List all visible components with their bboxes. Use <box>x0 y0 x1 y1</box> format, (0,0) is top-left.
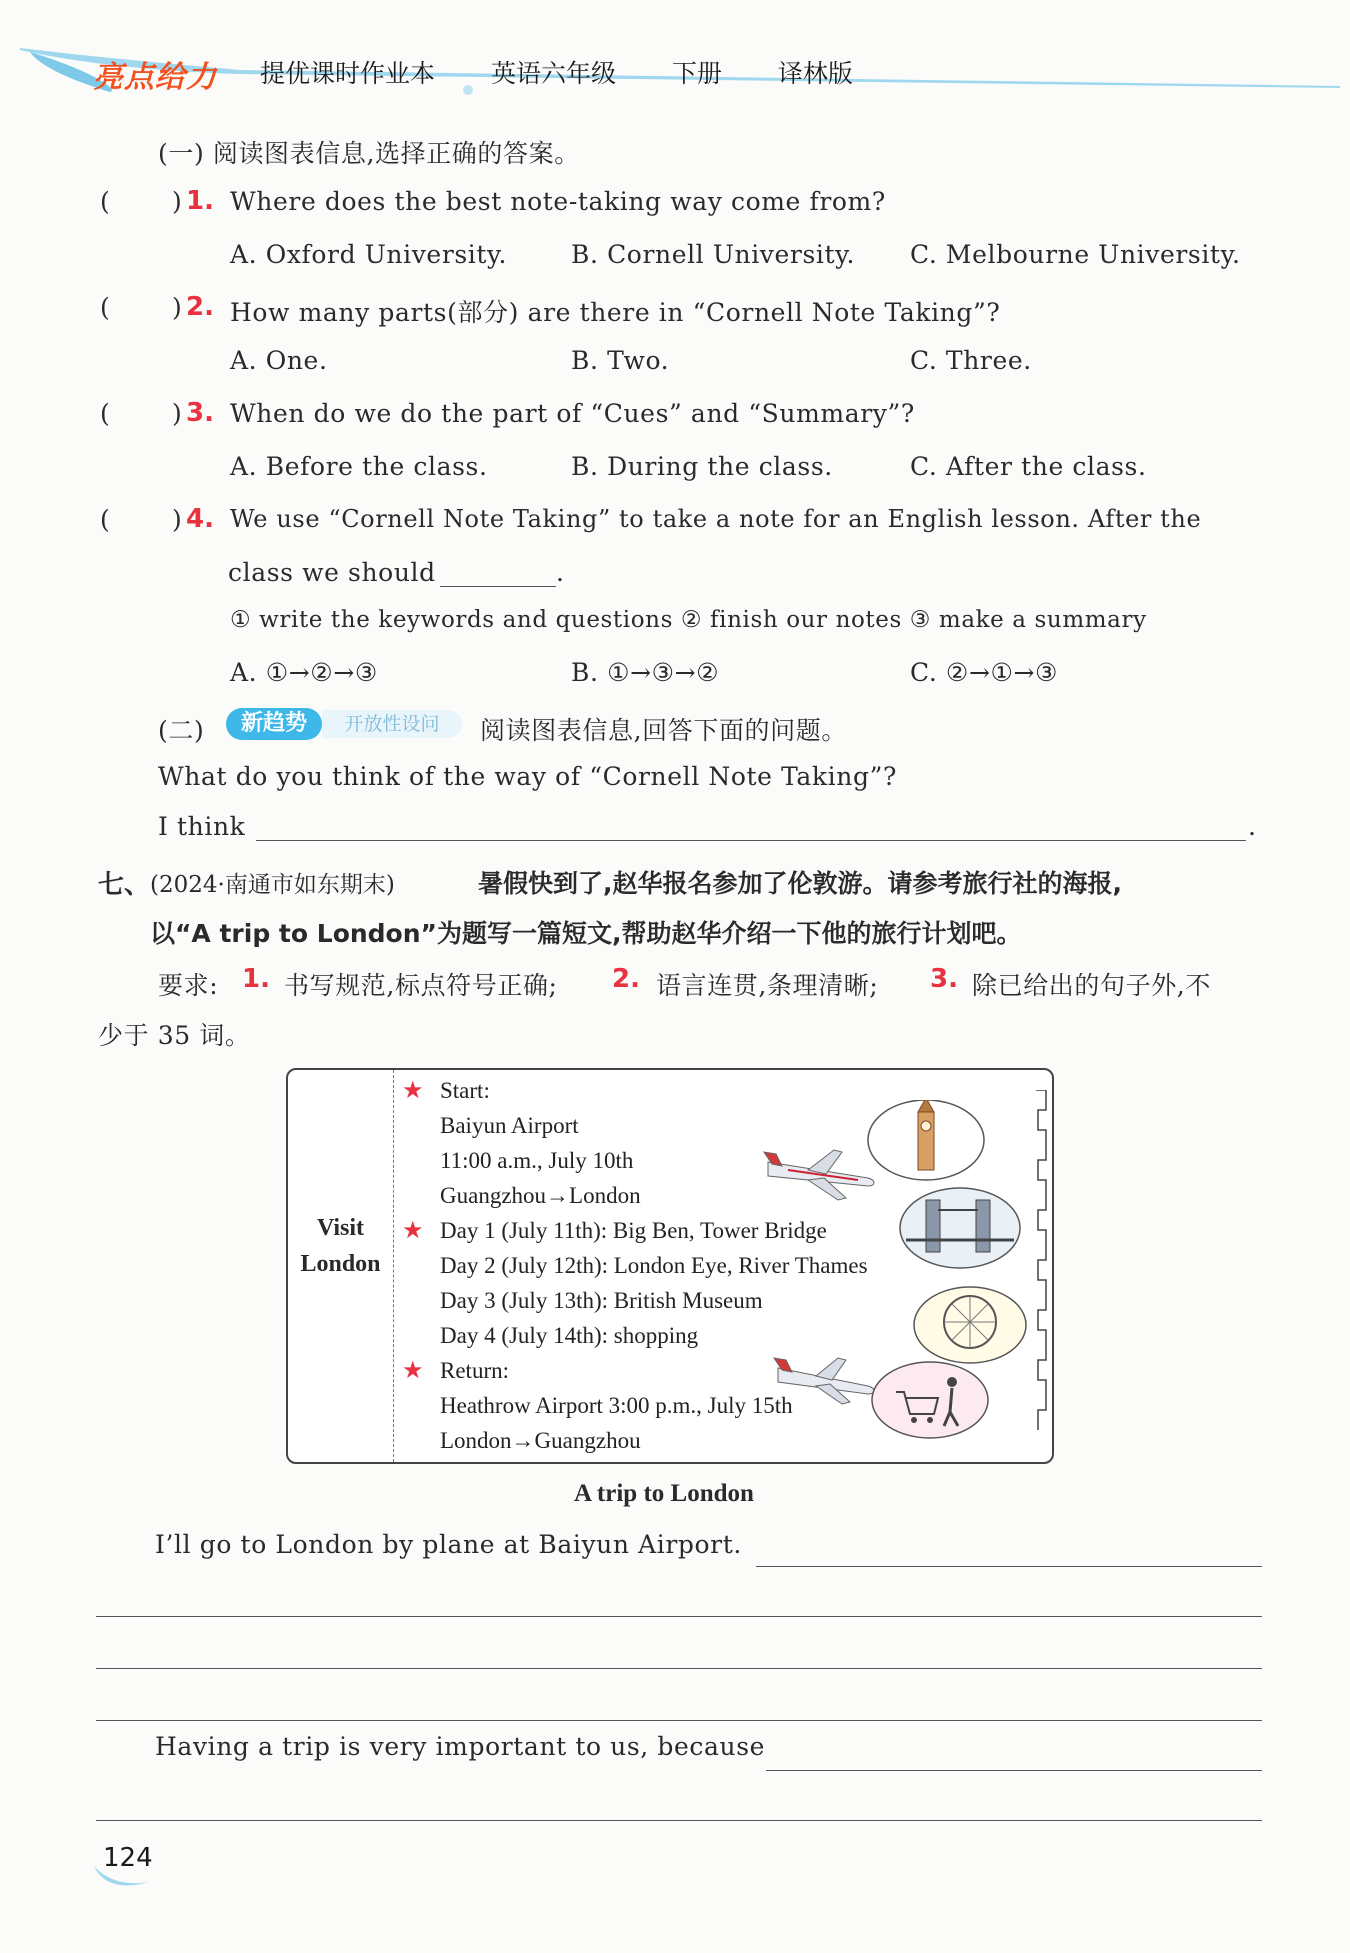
req2-text: 语言连贯,条理清晰; <box>656 971 879 1000</box>
poster-line: Baiyun Airport <box>440 1113 579 1138</box>
q3-option-c[interactable]: C. After the class. <box>910 452 1147 481</box>
q2-option-a[interactable]: A. One. <box>230 346 328 375</box>
req3-number: 3. <box>930 964 958 994</box>
london-eye-icon <box>914 1287 1026 1363</box>
poster-title-visit: Visit <box>316 1215 365 1241</box>
poster-divider <box>393 1070 394 1462</box>
q4-option-a[interactable]: A. ①→②→③ <box>230 658 378 687</box>
q4-text-line2: class we should <box>228 558 436 587</box>
travel-poster <box>286 1068 1054 1464</box>
new-trend-badge: 新趋势 <box>226 708 322 740</box>
poster-line: Day 3 (July 13th): British Museum <box>440 1288 763 1313</box>
writing-line[interactable] <box>96 1720 1262 1721</box>
q4-blank[interactable] <box>440 586 556 587</box>
q1-paren: ( <box>100 187 111 216</box>
q2-option-c[interactable]: C. Three. <box>910 346 1032 375</box>
q4-option-c[interactable]: C. ②→①→③ <box>910 658 1059 687</box>
edition-name: 译林版 <box>777 59 853 88</box>
q4-option-b[interactable]: B. ①→③→② <box>571 658 720 687</box>
req-label: 要求: <box>158 971 219 1000</box>
part2-heading: 阅读图表信息,回答下面的问题。 <box>480 716 847 745</box>
poster-line: Guangzhou→London <box>440 1183 641 1208</box>
q1-text: Where does the best note-taking way come from? <box>230 187 886 216</box>
part7-line1: 暑假快到了,赵华报名参加了伦敦游。请参考旅行社的海报, <box>478 869 1122 898</box>
part7-line2: 以“A trip to London”为题写一篇短文,帮助赵华介绍一下他的旅行计划吧。 <box>150 919 1022 948</box>
star-icon: ★ <box>402 1076 424 1104</box>
req-line2: 少于 35 词。 <box>98 1021 251 1050</box>
writing-line[interactable] <box>756 1566 1262 1567</box>
shopping-cart-icon <box>872 1362 988 1438</box>
airplane-icon <box>774 1358 874 1404</box>
poster-line: Return: <box>440 1358 509 1383</box>
poster-notch-edge <box>1036 1090 1052 1440</box>
writing-line[interactable] <box>96 1668 1262 1669</box>
q1-option-c[interactable]: C. Melbourne University. <box>910 240 1241 269</box>
part1-heading: (一) 阅读图表信息,选择正确的答案。 <box>158 139 580 168</box>
series-name: 提优课时作业本 <box>260 59 436 88</box>
part2-answer-end: . <box>1248 812 1257 841</box>
q1-option-a[interactable]: A. Oxford University. <box>230 240 508 269</box>
q2-text: How many parts(部分) are there in “Cornell Note Taking”? <box>230 298 1001 327</box>
q4-number: 4. <box>186 504 214 534</box>
essay-start: I’ll go to London by plane at Baiyun Airport. <box>155 1530 742 1559</box>
brand-logo: 亮点给力 <box>93 60 217 95</box>
q2-paren: ( <box>100 293 111 322</box>
q1-option-b[interactable]: B. Cornell University. <box>571 240 856 269</box>
q4-hints: ① write the keywords and questions ② finish our notes ③ make a summary <box>230 607 1147 633</box>
poster-line: 11:00 a.m., July 10th <box>440 1148 634 1173</box>
req2-number: 2. <box>612 964 640 994</box>
writing-line[interactable] <box>96 1820 1262 1821</box>
q3-paren: ( <box>100 399 111 428</box>
part2-prefix: (二) <box>158 716 205 745</box>
req3-text: 除已给出的句子外,不 <box>972 971 1211 1000</box>
poster-side-title <box>288 1210 393 1282</box>
writing-line[interactable] <box>96 1616 1262 1617</box>
poster-line: London→Guangzhou <box>440 1428 641 1453</box>
page-number: 124 <box>103 1843 153 1873</box>
part2-question: What do you think of the way of “Cornell Note Taking”? <box>158 762 897 791</box>
writing-line[interactable] <box>766 1770 1262 1771</box>
open-question-badge: 开放性设问 <box>322 710 462 738</box>
part2-answer-start: I think <box>158 812 246 841</box>
star-icon: ★ <box>402 1216 424 1244</box>
q2-number: 2. <box>186 292 214 322</box>
q1-paren-close: ) <box>172 187 183 216</box>
big-ben-icon <box>868 1100 984 1180</box>
q4-paren: ( <box>100 505 111 534</box>
q4-paren-close: ) <box>172 505 183 534</box>
poster-line: Heathrow Airport 3:00 p.m., July 15th <box>440 1393 793 1418</box>
poster-title-london: London <box>300 1251 381 1277</box>
q4-text: We use “Cornell Note Taking” to take a note for an English lesson. After the <box>230 505 1202 533</box>
subject-name: 英语六年级 <box>490 59 616 88</box>
poster-illustrations <box>738 1100 1038 1440</box>
airplane-icon <box>764 1150 874 1200</box>
star-icon: ★ <box>402 1356 424 1384</box>
q1-number: 1. <box>186 186 214 216</box>
q3-option-a[interactable]: A. Before the class. <box>230 452 488 481</box>
q3-text: When do we do the part of “Cues” and “Summary”? <box>230 399 915 428</box>
q2-option-b[interactable]: B. Two. <box>571 346 670 375</box>
q3-number: 3. <box>186 398 214 428</box>
req1-number: 1. <box>242 964 270 994</box>
essay-title: A trip to London <box>574 1480 754 1507</box>
part7-label: 七、 <box>98 870 151 900</box>
volume-name: 下册 <box>671 59 722 88</box>
part7-source: (2024·南通市如东期末) <box>150 872 395 898</box>
q2-paren-close: ) <box>172 293 183 322</box>
poster-line: Day 2 (July 12th): London Eye, River Thames <box>440 1253 868 1278</box>
poster-line: Day 4 (July 14th): shopping <box>440 1323 699 1348</box>
header-info <box>260 54 901 90</box>
poster-line: Day 1 (July 11th): Big Ben, Tower Bridge <box>440 1218 827 1243</box>
q3-option-b[interactable]: B. During the class. <box>571 452 833 481</box>
tower-bridge-icon <box>900 1188 1020 1268</box>
q4-text-end: . <box>556 558 565 587</box>
poster-line: Start: <box>440 1078 490 1103</box>
essay-mid: Having a trip is very important to us, because <box>155 1732 766 1761</box>
req1-text: 书写规范,标点符号正确; <box>284 971 558 1000</box>
q3-paren-close: ) <box>172 399 183 428</box>
part2-answer-line[interactable] <box>256 840 1246 841</box>
